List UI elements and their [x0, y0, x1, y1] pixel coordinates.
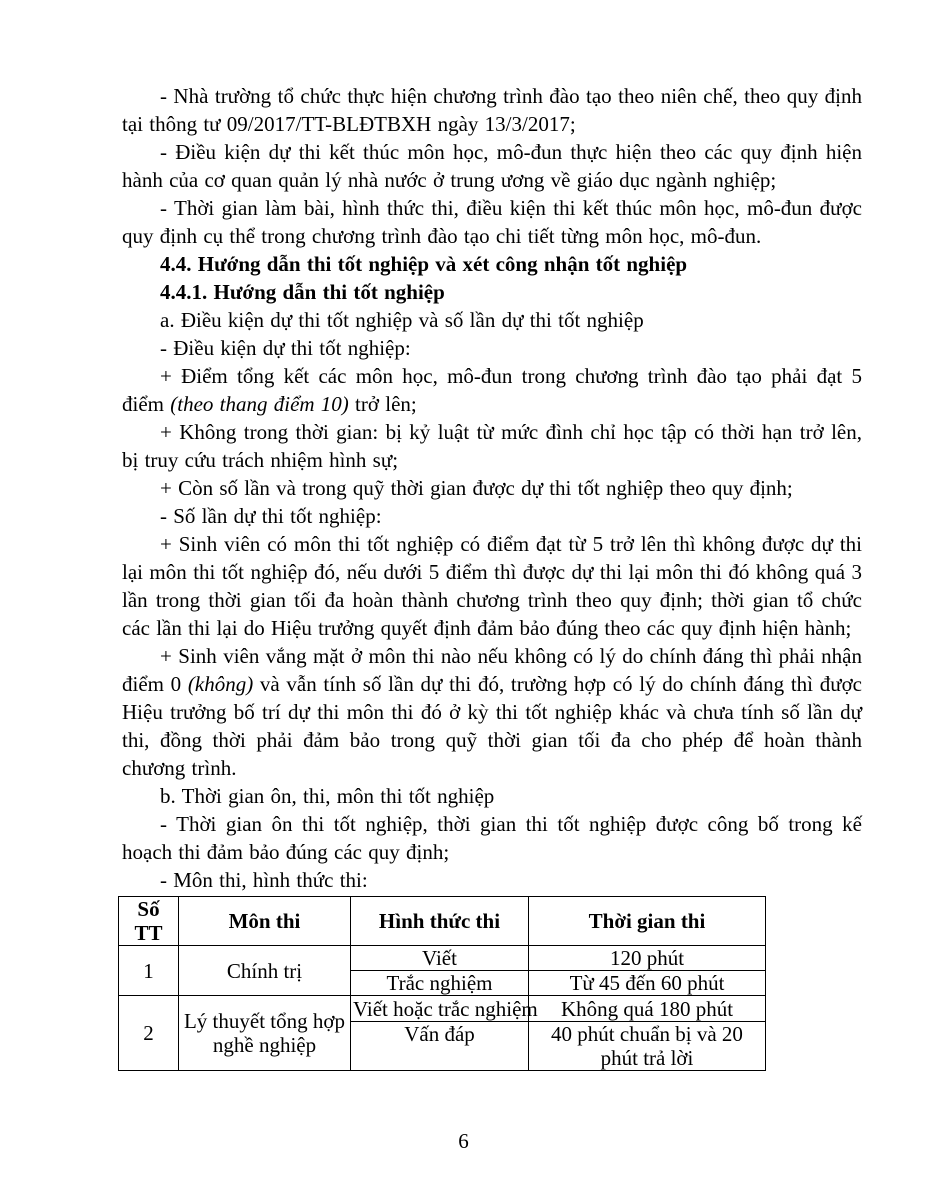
paragraph-segment: + Sinh viên vắng mặt ở môn thi nào nếu không có lý do chính đáng thì phải nhận điểm 0 — [122, 644, 862, 696]
body-paragraph — [122, 642, 862, 782]
table-cell-exam-form: Vấn đáp — [351, 1022, 529, 1071]
body-paragraph: - Nhà trường tổ chức thực hiện chương trình đào tạo theo niên chế, theo quy định tại thông tư 09/2017/TT-BLĐTBXH ngày 13/3/2017; — [122, 84, 862, 136]
page-number: 6 — [458, 1129, 469, 1153]
body-paragraph: - Điều kiện dự thi tốt nghiệp: — [160, 336, 411, 360]
table-cell-exam-form: Trắc nghiệm — [351, 971, 529, 996]
table-header-exam-time: Thời gian thi — [529, 897, 766, 946]
table-row — [119, 996, 766, 1022]
page-footer — [0, 1127, 927, 1155]
body-paragraph: + Sinh viên có môn thi tốt nghiệp có điểm đạt từ 5 trở lên thì không được dự thi lại môn thi tốt nghiệp đó, nếu dưới 5 điểm thì được dự thi lại môn thi đó không quá 3 lần trong thời gian tối đa hoàn thành chương trình theo quy định; thời gian tổ chức các lần thi lại do Hiệu trưởng quyết định đảm bảo đúng theo các quy định hiện hành; — [122, 532, 862, 640]
paragraph-segment: và vẫn tính số lần dự thi đó, trường hợp có lý do chính đáng thì được Hiệu trưởng bố trí dự thi môn thi đó ở kỳ thi tốt nghiệp khác và chưa tính số lần dự thi, đồng thời phải đảm bảo trong quỹ thời gian tối đa cho phép để hoàn thành chương trình. — [122, 672, 862, 780]
body-paragraph: + Không trong thời gian: bị kỷ luật từ mức đình chỉ học tập có thời hạn trở lên, bị truy cứu trách nhiệm hình sự; — [122, 420, 862, 472]
body-paragraph: - Thời gian làm bài, hình thức thi, điều kiện thi kết thúc môn học, mô-đun được quy định cụ thể trong chương trình đào tạo chi tiết từng môn học, mô-đun. — [122, 196, 862, 248]
section-heading-4-4-1: 4.4.1. Hướng dẫn thi tốt nghiệp — [160, 280, 445, 304]
body-paragraph: - Môn thi, hình thức thi: — [160, 868, 368, 892]
body-paragraph: - Số lần dự thi tốt nghiệp: — [160, 504, 382, 528]
table-row — [119, 946, 766, 971]
body-paragraph: - Điều kiện dự thi kết thúc môn học, mô-đun thực hiện theo các quy định hiện hành của cơ quan quản lý nhà nước ở trung ương về giáo dục ngành nghiệp; — [122, 140, 862, 192]
table-header-row — [119, 897, 766, 946]
table-cell-stt: 2 — [119, 996, 179, 1071]
section-heading-4-4: 4.4. Hướng dẫn thi tốt nghiệp và xét công nhận tốt nghiệp — [160, 252, 688, 276]
document-content — [122, 82, 862, 1071]
italic-segment: (theo thang điểm 10) — [170, 392, 349, 416]
table-header-exam-form: Hình thức thi — [351, 897, 529, 946]
table-cell-exam-form: Viết — [351, 946, 529, 971]
body-paragraph: + Còn số lần và trong quỹ thời gian được dự thi tốt nghiệp theo quy định; — [160, 476, 793, 500]
table-cell-exam-time: 120 phút — [529, 946, 766, 971]
table-cell-exam-time: 40 phút chuẩn bị và 20 phút trả lời — [529, 1022, 766, 1071]
body-paragraph — [122, 362, 862, 418]
paragraph-segment: + Điểm tổng kết các môn học, mô-đun trong chương trình đào tạo phải đạt 5 điểm — [122, 364, 862, 416]
table-header-subject: Môn thi — [179, 897, 351, 946]
table-cell-exam-time: Không quá 180 phút — [529, 996, 766, 1022]
table-cell-stt: 1 — [119, 946, 179, 996]
table-cell-subject: Chính trị — [179, 946, 351, 996]
table-cell-exam-form: Viết hoặc trắc nghiệm — [351, 996, 529, 1022]
italic-segment: (không) — [187, 672, 254, 696]
body-paragraph: - Thời gian ôn thi tốt nghiệp, thời gian thi tốt nghiệp được công bố trong kế hoạch thi đảm bảo đúng các quy định; — [122, 812, 862, 864]
paragraph-segment: trở lên; — [348, 392, 417, 416]
table-header-stt: Số TT — [119, 897, 179, 946]
table-cell-exam-time: Từ 45 đến 60 phút — [529, 971, 766, 996]
table-cell-subject: Lý thuyết tổng hợp nghề nghiệp — [179, 996, 351, 1071]
body-paragraph: b. Thời gian ôn, thi, môn thi tốt nghiệp — [160, 784, 495, 808]
body-paragraph: a. Điều kiện dự thi tốt nghiệp và số lần dự thi tốt nghiệp — [160, 308, 644, 332]
exam-schedule-table — [118, 896, 766, 1071]
